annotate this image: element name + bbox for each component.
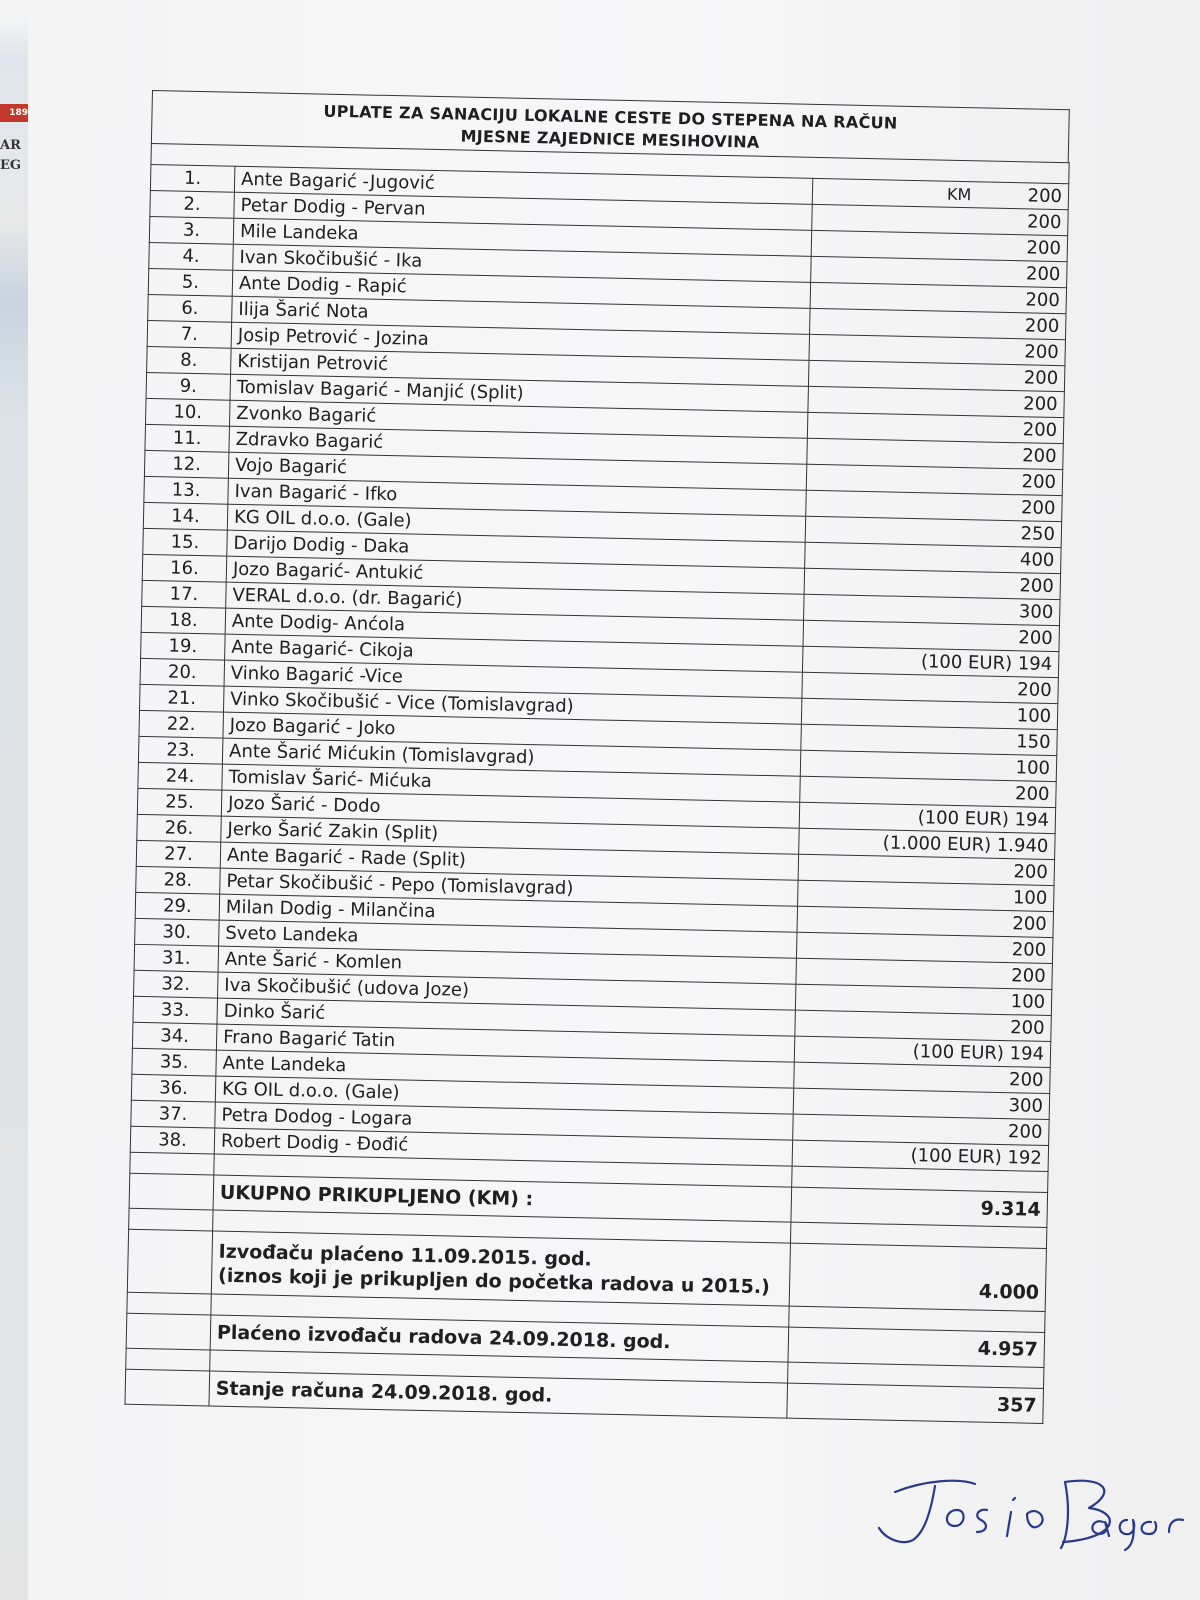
donation-amount: 200	[812, 204, 1069, 235]
balance-value: 357	[787, 1383, 1044, 1423]
title-line-1: UPLATE ZA SANACIJU LOKALNE CESTE DO STEPENA NA RAČUN	[323, 101, 898, 133]
row-number: 10.	[145, 398, 230, 426]
paid-2015-value: 4.000	[789, 1243, 1046, 1311]
donation-amount: 200	[807, 438, 1064, 469]
row-number: 3.	[149, 216, 234, 244]
donor-name: Ante Landeka	[216, 1050, 794, 1088]
row-number: 17.	[142, 580, 227, 608]
row-number: 1.	[150, 164, 235, 192]
donation-amount: 200	[797, 906, 1054, 937]
donor-name: Ante Bagarić - Rade (Split)	[220, 842, 798, 880]
donor-name: Zdravko Bagarić	[229, 426, 807, 464]
donation-amount: 100	[801, 698, 1058, 729]
row-number: 16.	[142, 554, 227, 582]
donation-amount: 200	[808, 360, 1065, 391]
donor-name: Iva Skočibušić (udova Joze)	[217, 972, 795, 1010]
donor-name: Ivan Skočibušić - Ika	[233, 244, 811, 282]
row-number: 8.	[147, 346, 232, 374]
row-number: 9.	[146, 372, 231, 400]
row-number: 14.	[143, 502, 228, 530]
donor-name: Robert Dodig - Đođić	[214, 1128, 792, 1166]
donation-amount: 200	[810, 282, 1067, 313]
row-number: 26.	[137, 814, 222, 842]
row-number: 36.	[131, 1074, 216, 1102]
row-number: 18.	[141, 606, 226, 634]
paid-2015-line-1: Izvođaču plaćeno 11.09.2015. god.	[218, 1240, 593, 1271]
row-number: 33.	[133, 996, 218, 1024]
donor-name: Petar Skočibušić - Pepo (Tomislavgrad)	[220, 868, 798, 906]
row-number: 27.	[136, 840, 221, 868]
row-number: 15.	[143, 528, 228, 556]
row-number: 2.	[150, 190, 235, 218]
donor-name: Petar Dodig - Pervan	[234, 192, 812, 230]
donor-name: Josip Petrović - Jozina	[231, 322, 809, 360]
donor-name: Zvonko Bagarić	[229, 400, 807, 438]
donation-amount: (100 EUR) 194	[802, 646, 1059, 677]
donation-amount: 200	[810, 308, 1067, 339]
donor-name: Dinko Šarić	[217, 998, 795, 1036]
donation-amount: 200	[804, 568, 1061, 599]
donation-amount: (100 EUR) 194	[799, 802, 1056, 833]
handwritten-signature	[865, 1470, 1185, 1560]
donation-amount: 200	[809, 334, 1066, 365]
row-number: 24.	[138, 762, 223, 790]
donation-amount: 200	[811, 230, 1068, 261]
payments-table	[124, 143, 1069, 1424]
donor-name: Vinko Skočibušić - Vice (Tomislavgrad)	[223, 686, 801, 724]
row-number: 11.	[145, 424, 230, 452]
donor-name: Mile Landeka	[233, 218, 811, 256]
text-fragment: EG	[0, 158, 22, 173]
donation-amount: 200	[793, 1114, 1050, 1145]
row-number: 20.	[140, 658, 225, 686]
donor-name: Vojo Bagarić	[228, 452, 806, 490]
donor-name: Jozo Bagarić- Antukić	[226, 556, 804, 594]
donation-amount: (1.000 EUR) 1.940	[799, 828, 1056, 859]
row-number: 19.	[141, 632, 226, 660]
row-number: 28.	[136, 866, 221, 894]
donor-name: Ante Dodig - Rapić	[232, 270, 810, 308]
donor-name: Ante Šarić Mićukin (Tomislavgrad)	[222, 738, 800, 776]
row-number: 34.	[132, 1022, 217, 1050]
row-number: 30.	[135, 918, 220, 946]
donation-amount: 300	[804, 594, 1061, 625]
currency-label: KM	[946, 184, 972, 204]
row-number: 13.	[144, 476, 229, 504]
payments-document	[124, 90, 1069, 1424]
row-number: 4.	[149, 242, 234, 270]
row-number: 25.	[137, 788, 222, 816]
paid-2015-line-2: (iznos koji je prikupljen do početka radova u 2015.)	[217, 1264, 771, 1299]
donation-amount: 200	[803, 620, 1060, 651]
donor-name: Frano Bagarić Tatin	[216, 1024, 794, 1062]
donation-amount: 200	[795, 1010, 1052, 1041]
donor-name: Milan Dodig - Milančina	[219, 894, 797, 932]
donor-name: Ante Dodig- Anćola	[225, 608, 803, 646]
donor-name: Ante Bagarić -Jugović	[234, 166, 812, 204]
paid-2018-value: 4.957	[788, 1327, 1045, 1367]
donation-amount: 200	[796, 932, 1053, 963]
donation-amount: 200	[800, 776, 1057, 807]
summary-section	[125, 1152, 1048, 1423]
row-number: 6.	[148, 294, 233, 322]
donor-name: Sveto Landeka	[219, 920, 797, 958]
donation-amount: 150	[801, 724, 1058, 755]
paid-2018-label: Plaćeno izvođaču radova 24.09.2018. god.	[210, 1315, 789, 1362]
row-number: 37.	[131, 1100, 216, 1128]
donation-amount: 100	[798, 880, 1055, 911]
donor-name: KG OIL d.o.o. (Gale)	[227, 504, 805, 542]
donation-amount: 200	[808, 386, 1065, 417]
row-number: 23.	[138, 736, 223, 764]
donation-amount: (100 EUR) 192	[792, 1140, 1049, 1171]
donation-amount: 200	[807, 412, 1064, 443]
balance-label: Stanje računa 24.09.2018. god.	[209, 1371, 788, 1418]
donation-amount: 100	[795, 984, 1052, 1015]
donation-amount: 200	[802, 672, 1059, 703]
donor-name: Ante Šarić - Komlen	[218, 946, 796, 984]
row-number: 7.	[147, 320, 232, 348]
donor-name: KG OIL d.o.o. (Gale)	[215, 1076, 793, 1114]
donation-amount: 300	[793, 1088, 1050, 1119]
donation-amount: 200	[811, 256, 1068, 287]
donation-amount: 200	[806, 464, 1063, 495]
donation-amount: 400	[805, 542, 1062, 573]
total-label: UKUPNO PRIKUPLJENO (KM) :	[213, 1175, 792, 1222]
donor-name: Jozo Bagarić - Joko	[223, 712, 801, 750]
donation-amount: 250	[805, 516, 1062, 547]
donation-amount: 200	[798, 854, 1055, 885]
donation-amount: 200	[794, 1062, 1051, 1093]
donor-name: Ante Bagarić- Cikoja	[225, 634, 803, 672]
donor-name: Tomislav Bagarić - Manjić (Split)	[230, 374, 808, 412]
donor-name: Tomislav Šarić- Mićuka	[222, 764, 800, 802]
donation-amount: 200	[796, 958, 1053, 989]
badge-fragment: 189	[0, 104, 30, 122]
payments-table-body	[130, 143, 1069, 1171]
row-number: 35.	[132, 1048, 217, 1076]
row-number: 32.	[134, 970, 219, 998]
donor-name: Jozo Šarić - Dodo	[221, 790, 799, 828]
row-number: 5.	[148, 268, 233, 296]
donor-name: Darijo Dodig - Daka	[227, 530, 805, 568]
donor-name: Ilija Šarić Nota	[232, 296, 810, 334]
row-number: 38.	[130, 1126, 215, 1154]
total-value: 9.314	[791, 1187, 1048, 1227]
donor-name: Kristijan Petrović	[231, 348, 809, 386]
row-number: 31.	[134, 944, 219, 972]
donor-name: Petra Dodog - Logara	[215, 1102, 793, 1140]
amount-value: 200	[1027, 184, 1063, 207]
donation-amount: (100 EUR) 194	[794, 1036, 1051, 1067]
row-number: 22.	[139, 710, 224, 738]
title-line-2: MJESNE ZAJEDNICE MESIHOVINA	[460, 126, 760, 152]
row-number: 29.	[135, 892, 220, 920]
donor-name: Ivan Bagarić - Ifko	[228, 478, 806, 516]
donor-name: VERAL d.o.o. (dr. Bagarić)	[226, 582, 804, 620]
text-fragment: AR	[0, 138, 21, 153]
row-number: 21.	[140, 684, 225, 712]
donor-name: Vinko Bagarić -Vice	[224, 660, 802, 698]
row-number: 12.	[144, 450, 229, 478]
donation-amount: 100	[800, 750, 1057, 781]
donor-name: Jerko Šarić Zakin (Split)	[221, 816, 799, 854]
donation-amount: 200	[806, 490, 1063, 521]
